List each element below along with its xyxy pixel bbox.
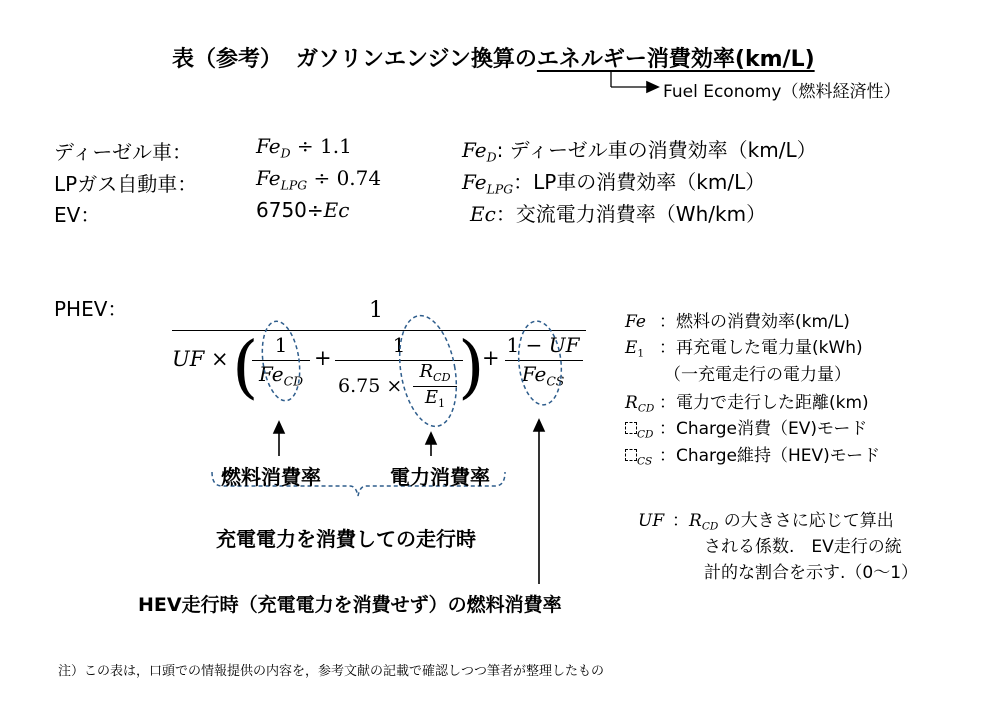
left-paren: ( xyxy=(232,328,259,407)
ev-label: EV： xyxy=(54,203,101,227)
def-cd-mode: $_{CD}$ ：Charge消費（EV)モード xyxy=(625,414,867,439)
title-underlined: エネルギー消費効率(km/L) xyxy=(536,47,815,72)
cs-frac-numerator: 1 − UF xyxy=(506,333,580,357)
rcd-numerator: $R_{CD}$ xyxy=(419,361,451,384)
fuel-frac-numerator: 1 xyxy=(274,333,288,357)
page-title: 表（参考） ガソリンエンジン換算のエネルギー消費効率(km/L) xyxy=(172,47,815,72)
elec-term-ellipse xyxy=(392,311,465,431)
diesel-label: ディーゼル車： xyxy=(54,140,192,164)
def-rcd: $R_{CD}$ ：電力で走行した距離(km) xyxy=(625,393,869,415)
elec-frac-numerator: 1 xyxy=(392,333,406,357)
phev-numerator: 1 xyxy=(369,298,383,323)
uf-symbol: UF xyxy=(172,347,205,371)
ev-definition: Ec：交流電力消費率（Wh/km） xyxy=(470,202,767,226)
ev-formula: 6750÷Ec xyxy=(256,198,350,222)
lpg-formula: $Fe_{LPG} \div 0.74$ xyxy=(256,166,382,193)
def-uf-line2: される係数. EV走行の統 xyxy=(704,537,902,557)
factor-675: 6.75 × xyxy=(338,375,403,397)
hev-mode-label: HEV走行時（充電電力を消費せず）の燃料消費率 xyxy=(138,594,562,616)
def-e1-note: （一充電走行の電力量） xyxy=(664,365,851,385)
def-fe: Fe ：燃料の消費効率(km/L) xyxy=(625,312,850,332)
plus-symbol-2: + xyxy=(482,346,500,370)
charge-mode-label: 充電電力を消費しての走行時 xyxy=(216,527,476,551)
phev-label: PHEV： xyxy=(54,297,128,321)
fuel-frac-denominator: $Fe_{CD}$ xyxy=(258,362,304,389)
lpg-label: LPガス自動車： xyxy=(54,172,198,196)
def-uf: UF ：$R_{CD}$ の大きさに応じて算出 xyxy=(638,511,894,533)
elec-consumption-label: 電力消費率 xyxy=(390,465,490,489)
plus-symbol-1: + xyxy=(314,346,332,370)
fuel-consumption-label: 燃料消費率 xyxy=(221,465,321,489)
fuel-term-ellipse xyxy=(258,319,305,403)
placeholder-box-icon xyxy=(625,422,637,434)
def-cs-mode: $_{CS}$ ：Charge維持（HEV)モード xyxy=(625,441,880,466)
def-uf-line3: 計的な割合を示す.（0～1） xyxy=(704,563,919,583)
cs-frac-denominator: $Fe_{CS}$ xyxy=(521,362,565,389)
footnote: 注）この表は，口頭での情報提供の内容を，参考文献の記載で確認しつつ筆者が整理したもの xyxy=(58,664,605,679)
lpg-definition: $Fe_{LPG}$：LP車の消費効率（km/L） xyxy=(462,170,766,197)
cs-term-ellipse xyxy=(515,319,566,407)
right-paren: ) xyxy=(458,328,485,407)
def-e1: $E_1$ ：再充電した電力量(kWh) xyxy=(625,338,863,360)
times-symbol: × xyxy=(211,347,229,371)
e1-denominator: $E_1$ xyxy=(424,387,446,410)
diesel-formula: $Fe_D \div 1.1$ xyxy=(256,134,352,161)
fuel-economy-annotation: Fuel Economy（燃料経済性） xyxy=(663,82,901,102)
placeholder-box-icon xyxy=(625,449,637,461)
diesel-definition: $Fe_D$: ディーゼル車の消費効率（km/L） xyxy=(462,138,817,165)
